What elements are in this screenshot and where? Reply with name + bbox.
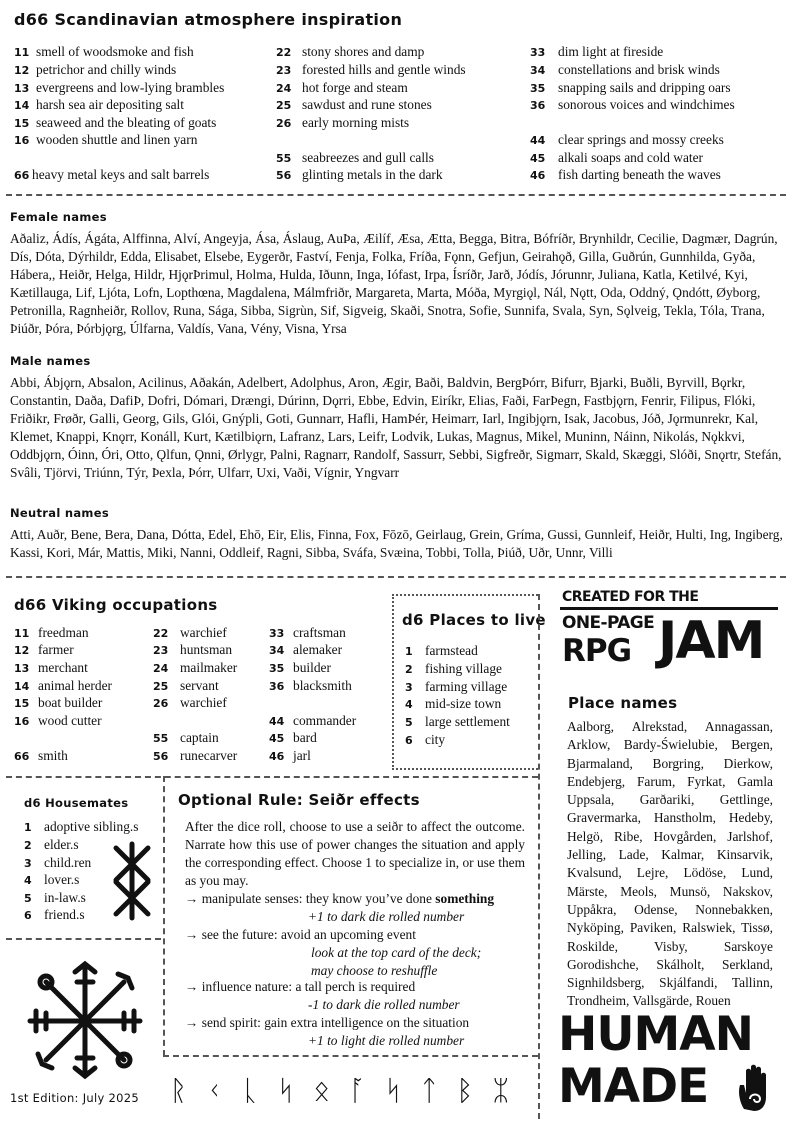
list-item [153,659,237,676]
roll-number: 14 [14,680,30,693]
item-text: bard [293,730,317,745]
divider [6,194,786,196]
list-item [14,677,112,694]
rune-glyph: ᚲ [205,1074,223,1107]
roll-number: 34 [530,64,546,77]
jam-logo-line1: CREATED FOR THE [562,589,699,605]
roll-number: 25 [153,680,169,693]
divider [163,776,165,1056]
list-item [153,694,227,711]
seidr-effect-result: may choose to reshuffle [311,963,438,978]
list-item [405,660,502,677]
seidr-effect-result: -1 to dark die rolled number [308,997,460,1012]
place-names-title: Place names [568,694,678,712]
list-item [14,747,68,764]
roll-number: 15 [14,697,30,710]
jam-logo-line2: ONE-PAGE [562,613,655,633]
edition-label: 1st Edition: July 2025 [10,1091,139,1105]
roll-number: 26 [153,697,169,710]
list-item [14,61,176,78]
divider [6,938,161,940]
roll-number: 15 [14,117,30,130]
list-item [153,677,219,694]
jam-logo [560,589,780,681]
roll-number: 44 [269,715,285,728]
item-text: smith [38,748,68,763]
list-item [530,149,703,166]
item-text: servant [180,678,219,693]
item-text: clear springs and mossy creeks [558,132,724,147]
item-text: builder [293,660,331,675]
item-text: craftsman [293,625,346,640]
list-item [405,678,507,695]
hand-icon [736,1063,774,1113]
jam-logo-line3: RPG [562,633,632,669]
item-text: farmstead [425,643,478,658]
divider [163,1055,538,1057]
list-item [14,166,209,183]
list-item [405,695,501,712]
item-text: farming village [425,679,508,694]
item-text: city [425,732,446,747]
list-item [530,131,724,148]
roll-number: 14 [14,99,30,112]
item-text: heavy metal keys and salt barrels [32,167,210,182]
seidr-effect-label: send spirit: gain extra intelligence on the situation [201,1015,470,1030]
list-item [14,131,197,148]
roll-number: 3 [405,681,413,694]
divider [6,576,786,578]
roll-number: 45 [530,152,546,165]
list-item [276,61,466,78]
rune-glyph: ᚱ [170,1074,187,1107]
list-item [24,836,79,853]
item-text: wood cutter [38,713,102,728]
housemates-title: d6 Housemates [24,796,129,810]
item-text: mailmaker [180,660,238,675]
roll-number: 6 [405,734,413,747]
jam-logo-rule [560,607,778,610]
divider [538,594,540,1119]
list-item [14,96,184,113]
place-names-list: Aalborg, Alrekstad, Annagassan, Arklow, Bardy-Świelubie, Bergen, Bjarmaland, Borgring, Dierkow, Endebjerg, Farum, Fyrkat, Gamla Uppsala, Garðariki, Gettlinge, Gravermarka, Hanstholm, Hedeby, Helgö, Ribe, Hovgården, Jarlshof, Jelling, Lade, Kalmar, Kinsarvik, Kvalsund, Lejre, Lödöse, Lund, Märste, Meols, Munsö, Nakskov, Uppåkra, Odense, Nonnebakken, Nyköping, Paviken, Ralswiek, Tissø, Roskilde, Visby, Sarskoye Gorodishche, Skálholt, Serkland, Signhildsberg, Skjálfandi, Tallinn, Trondheim, Vallsgärde, Rouen [567,719,773,1009]
roll-number: 4 [24,874,32,887]
item-text: petrichor and chilly winds [36,62,177,77]
rune-glyph: ᛏ [420,1074,438,1107]
roll-number: 13 [14,82,30,95]
human-made-line1: HUMAN [558,1007,753,1062]
list-item [24,871,79,888]
item-text: friend.s [44,907,85,922]
item-text: blacksmith [293,678,352,693]
roll-number: 6 [24,909,32,922]
roll-number: 36 [269,680,285,693]
rune-glyph: ᚪ [349,1074,366,1107]
item-text: child.ren [44,855,92,870]
roll-number: 5 [405,716,413,729]
item-text: seaweed and the bleating of goats [36,115,217,130]
female-names-title: Female names [10,210,107,224]
neutral-names-list: Atti, Auðr, Bene, Bera, Dana, Dótta, Edel, Ehō, Eir, Elis, Finna, Fox, Fōzō, Geirlaug, Grein, Gríma, Gussi, Gunnleif, Heiðr, Hulti, Ing, Ingiberg, Kassi, Kori, Már, Mattis, Miki, Nanni, Oddleif, Ragni, Sibba, Sváfa, Svæina, Tobbi, Tolla, Þiúð, Uðr, Unnr, Villi [10,527,783,560]
item-text: freedman [38,625,89,640]
list-item [276,166,443,183]
list-item [153,641,232,658]
seidr-effect-result: +1 to dark die rolled number [308,909,465,924]
list-item [14,712,102,729]
list-item [276,149,434,166]
roll-number: 11 [14,46,30,59]
bindrune-icon [110,840,154,922]
item-text: farmer [38,642,74,657]
list-item [153,747,237,764]
roll-number: 22 [276,46,292,59]
seidr-effect [185,926,416,943]
list-item [14,659,88,676]
roll-number: 5 [24,892,32,905]
item-text: elder.s [44,837,79,852]
list-item [269,729,317,746]
roll-number: 1 [24,821,32,834]
item-text: warchief [180,695,227,710]
roll-number: 66 [14,750,30,763]
divider [6,776,538,778]
roll-number: 1 [405,645,413,658]
item-text: animal herder [38,678,112,693]
list-item [530,79,731,96]
rune-row [170,1074,528,1107]
item-text: hot forge and steam [302,80,408,95]
places-title: d6 Places to live [402,611,546,629]
item-text: stony shores and damp [302,44,425,59]
roll-number: 34 [269,644,285,657]
roll-number: 33 [530,46,546,59]
item-text: mid-size town [425,696,502,711]
arrow-icon: → [185,979,202,994]
seidr-effect-result: +1 to light die rolled number [308,1033,465,1048]
list-item [269,677,352,694]
list-item [276,79,408,96]
seidr-effect-result: look at the top card of the deck; [311,945,482,960]
roll-number: 66 [14,169,30,182]
list-item [269,624,346,641]
list-item [14,114,216,131]
roll-number: 45 [269,732,285,745]
roll-number: 56 [276,169,292,182]
list-item [530,166,721,183]
roll-number: 4 [405,698,413,711]
list-item [14,79,224,96]
item-text: warchief [180,625,227,640]
list-item [269,712,356,729]
roll-number: 2 [24,839,32,852]
seidr-effect [185,978,415,995]
roll-number: 2 [405,663,413,676]
item-text: huntsman [180,642,233,657]
item-text: evergreens and low-lying brambles [36,80,225,95]
roll-number: 56 [153,750,169,763]
roll-number: 12 [14,644,30,657]
arrow-icon: → [185,891,202,906]
occupations-title: d66 Viking occupations [14,596,218,614]
roll-number: 55 [153,732,169,745]
human-made-logo [558,1009,784,1117]
list-item [14,641,74,658]
list-item [24,906,85,923]
item-text: merchant [38,660,88,675]
item-text: lover.s [44,872,80,887]
roll-number: 26 [276,117,292,130]
item-text: captain [180,730,219,745]
list-item [14,694,102,711]
item-text: runecarver [180,748,238,763]
roll-number: 23 [276,64,292,77]
item-text: constellations and brisk winds [558,62,720,77]
arrow-icon: → [185,927,202,942]
item-text: large settlement [425,714,510,729]
list-item [276,43,424,60]
roll-number: 33 [269,627,285,640]
list-item [153,729,219,746]
list-item [24,818,138,835]
list-item [24,854,91,871]
list-item [153,624,227,641]
female-names-list: Aðaliz, Ádís, Ágáta, Alffinna, Alví, Angeyja, Ása, Áslaug, AuÞa, Æilíf, Æsa, Ætta, Begga, Bitra, Bófríðr, Brynhildr, Cecilie, Dagmær, Dagrún, Dís, Dóta, Dýrhildr, Edda, Elisabet, Elsebe, Eygerðr, Faství, Fenja, Folka, Fríða, Fǫnn, Gefjun, Geirahǫð, Gilla, Guðrún, Gunnhilda, Gyða, Hábera,, Heiðr, Helga, Hildr, HjǫrÞrimul, Holma, Hulda, Iðunn, Inga, Iófast, Irpa, Ísríðr, Jarð, Jódís, Jórunnr, Juliana, Katla, Ketilvé, Kyi, Kætillauga, Lif, Ljóta, Lofn, Lopthœna, Magdalena, Málmfriðr, Margareta, Marta, Móða, Myrgiǫl, Nál, Nǫtt, Oda, Oddný, Ǫndótt, Øyborg, Petronilla, Ragnheiðr, Rollov, Runa, Sága, Sibba, Sigrùn, Sif, Sigveig, Skaði, Snotra, Sofie, Sunnifa, Svala, Syn, Sǫlveig, Tekla, Tóla, Trana, Þiúðr, Þóra, Þórbjǫrg, Úlfarna, Valdís, Vana, Vény, Visna, Yrsa [10,231,778,336]
roll-number: 35 [269,662,285,675]
item-text: adoptive sibling.s [44,819,139,834]
seidr-title: Optional Rule: Seiðr effects [178,791,420,809]
list-item [14,624,89,641]
list-item [269,659,331,676]
list-item [269,641,342,658]
roll-number: 13 [14,662,30,675]
rune-glyph: ᛟ [313,1074,331,1107]
roll-number: 12 [14,64,30,77]
rune-glyph: ᛋ [384,1074,402,1107]
male-names-title: Male names [10,354,91,368]
item-text: dim light at fireside [558,44,664,59]
rune-glyph: ᚳ [241,1074,259,1107]
list-item [24,889,86,906]
item-text: jarl [293,748,311,763]
roll-number: 23 [153,644,169,657]
roll-number: 35 [530,82,546,95]
roll-number: 46 [530,169,546,182]
item-text: in-law.s [44,890,86,905]
seidr-effect-emphasis: something [435,891,495,906]
item-text: alkali soaps and cold water [558,150,704,165]
list-item [405,642,478,659]
seidr-effect [185,1014,469,1031]
item-text: wooden shuttle and linen yarn [36,132,198,147]
roll-number: 3 [24,857,32,870]
list-item [530,43,663,60]
rune-glyph: ᛒ [456,1074,474,1107]
human-made-line2: MADE [558,1059,709,1114]
jam-logo-line4: JAM [658,611,764,671]
rune-glyph: ᛯ [492,1074,510,1107]
list-item [530,96,735,113]
roll-number: 16 [14,134,30,147]
item-text: alemaker [293,642,343,657]
list-item [405,731,445,748]
neutral-names-title: Neutral names [10,506,109,520]
item-text: commander [293,713,357,728]
roll-number: 11 [14,627,30,640]
seidr-effect [185,890,494,907]
seidr-effect-label: manipulate senses: they know you’ve done [201,891,436,906]
list-item [276,114,409,131]
roll-number: 22 [153,627,169,640]
item-text: fish darting beneath the waves [558,167,721,182]
roll-number: 44 [530,134,546,147]
rune-glyph: ᛋ [277,1074,295,1107]
item-text: early morning mists [302,115,410,130]
roll-number: 16 [14,715,30,728]
male-names-list: Abbi, Ábjǫrn, Absalon, Acilinus, Aðakán, Adelbert, Adolphus, Aron, Ægir, Baði, Baldvin, BergÞórr, Bifurr, Bjarki, Buðli, Byrvill, Bǫrkr, Constantin, Daða, DafiÞ, Dofri, Dómari, Drængi, Dúrinn, Dǫrri, Ebbe, Edvin, Eiríkr, Elias, Faði, FarÞegn, Fastbjǫrn, Fenrir, Filipus, Flóki, Friðikr, Frøðr, Galli, Georg, Gils, Glói, Gnýpli, Goti, Gunnarr, Hafli, HamÞér, Heimarr, Iarl, Ingibjǫrn, Isak, Jacobus, Jóð, Jǫrmunrekr, Kal, Klemet, Knappi, Knǫrr, Konáll, Kurt, Kætilbiǫrn, Lafranz, Lars, Leifr, Lodvik, Lukas, Magnus, Mikel, Muninn, Náinn, Nikolás, Nǫkkvi, Oddbjǫrn, Óinn, Óri, Otto, Ǫlfun, Ǫnni, Ørlygr, Palni, Ragnarr, Randolf, Sassurr, Sebbi, Sigfreðr, Sigmarr, Skald, Skæggi, Slóði, Snǫrtr, Stefán, Svâli, Tjörvi, Triúnn, Týr, Þexla, Þórr, Ulfarr, Uxi, Vaði, Vígnir, Yngvarr [10,375,782,480]
item-text: sawdust and rune stones [302,97,432,112]
item-text: boat builder [38,695,103,710]
item-text: glinting metals in the dark [302,167,443,182]
roll-number: 24 [276,82,292,95]
seidr-effect-label: see the future: avoid an upcoming event [201,927,416,942]
list-item [405,713,510,730]
roll-number: 36 [530,99,546,112]
list-item [269,747,311,764]
seidr-effect-label: influence nature: a tall perch is required [201,979,416,994]
roll-number: 46 [269,750,285,763]
list-item [14,43,194,60]
item-text: harsh sea air depositing salt [36,97,185,112]
list-item [530,61,720,78]
list-item [276,96,432,113]
atmosphere-title: d66 Scandinavian atmosphere inspiration [14,10,403,29]
roll-number: 24 [153,662,169,675]
roll-number: 25 [276,99,292,112]
item-text: forested hills and gentle winds [302,62,466,77]
vegvisir-icon [22,958,148,1084]
item-text: seabreezes and gull calls [302,150,434,165]
item-text: sonorous voices and windchimes [558,97,735,112]
arrow-icon: → [185,1015,202,1030]
roll-number: 55 [276,152,292,165]
seidr-intro: After the dice roll, choose to use a seiðr to affect the outcome. Narrate how this use of power changes the situation and apply the corresponding effect. Choose 1 to specialize in, or use them as you may. [185,819,525,888]
item-text: smell of woodsmoke and fish [36,44,194,59]
item-text: snapping sails and dripping oars [558,80,731,95]
item-text: fishing village [425,661,502,676]
